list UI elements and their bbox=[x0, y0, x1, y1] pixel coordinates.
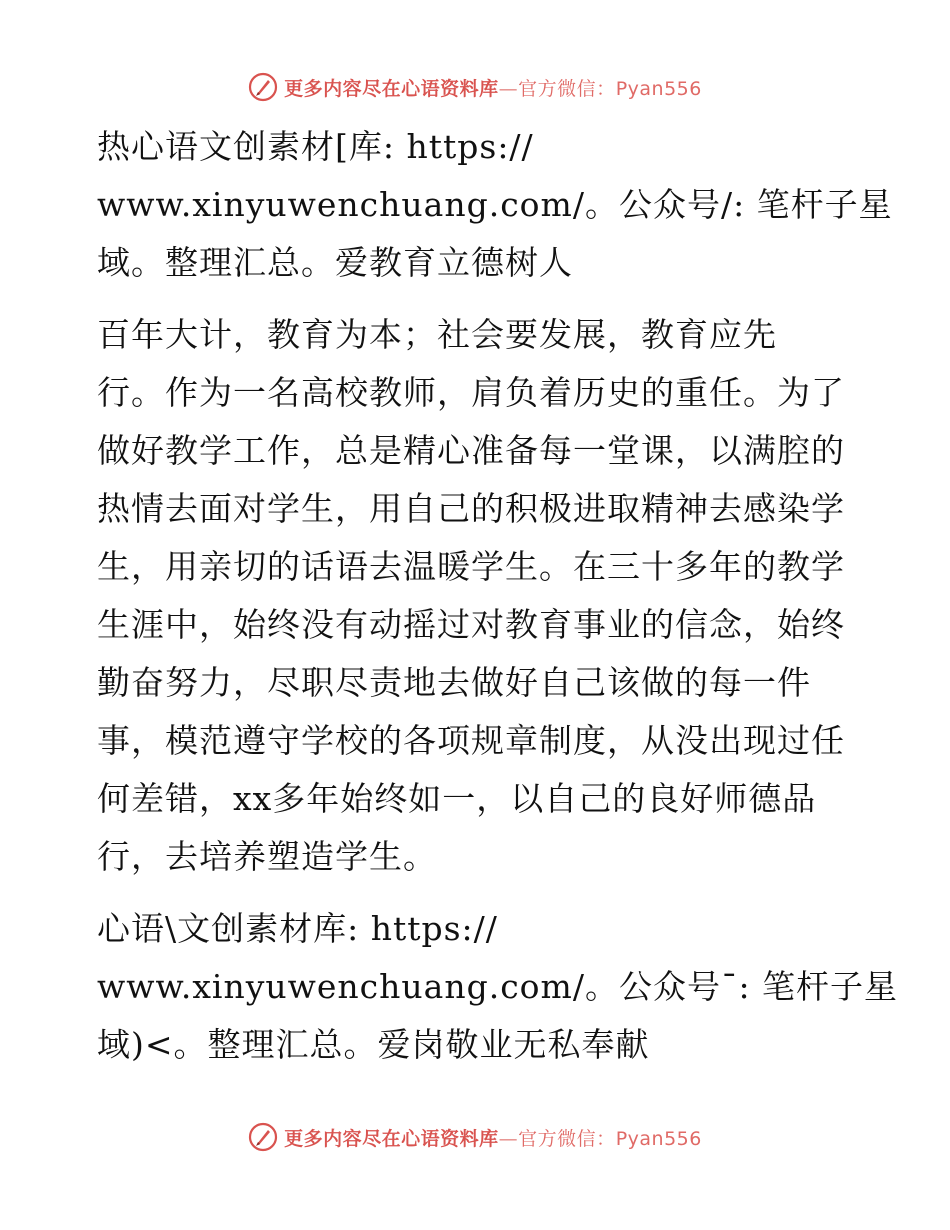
feather-pen-icon bbox=[248, 1122, 278, 1152]
text-line: 生，用亲切的话语去温暖学生。在三十多年的教学 bbox=[97, 547, 845, 586]
text-line: 事，模范遵守学校的各项规章制度，从没出现过任 bbox=[97, 721, 845, 760]
text-line: 勤奋努力，尽职尽责地去做好自己该做的每一件 bbox=[97, 663, 811, 702]
text-line: 行，去培养塑造学生。 bbox=[97, 837, 437, 876]
banner-text bbox=[284, 74, 702, 101]
text-line: 域)<。整理汇总。爱岗敬业无私奉献 bbox=[97, 1025, 650, 1064]
paragraph-3 bbox=[97, 900, 899, 1074]
banner-wechat-label: 官方微信： bbox=[518, 77, 616, 100]
paragraph-spacer bbox=[97, 886, 857, 900]
paragraph-2 bbox=[97, 306, 857, 886]
text-line: 心语\文创素材库: https:// bbox=[97, 909, 498, 948]
banner-separator: — bbox=[498, 77, 519, 100]
paragraph-1 bbox=[97, 118, 893, 292]
banner-main-text: 更多内容尽在心语资料库 bbox=[284, 1127, 499, 1150]
text-line: 行。作为一名高校教师，肩负着历史的重任。为了 bbox=[97, 373, 845, 412]
text-line: 何差错，xx多年始终如一，以自己的良好师德品 bbox=[97, 779, 817, 818]
feather-pen-icon bbox=[248, 72, 278, 102]
header-banner bbox=[0, 72, 950, 102]
document-body bbox=[97, 118, 899, 1074]
banner-wechat-id: Pyan556 bbox=[615, 77, 702, 100]
footer-banner bbox=[0, 1122, 950, 1152]
text-line: 做好教学工作，总是精心准备每一堂课，以满腔的 bbox=[97, 431, 845, 470]
text-line: 域。整理汇总。爱教育立德树人 bbox=[97, 243, 573, 282]
banner-main-text: 更多内容尽在心语资料库 bbox=[284, 77, 499, 100]
banner-wechat-id: Pyan556 bbox=[615, 1127, 702, 1150]
text-line: 百年大计，教育为本；社会要发展，教育应先 bbox=[97, 315, 777, 354]
banner-wechat-label: 官方微信： bbox=[518, 1127, 616, 1150]
text-line: www.xinyuwenchuang.com/。公众号/: 笔杆子星 bbox=[97, 185, 893, 224]
text-line: www.xinyuwenchuang.com/。公众号¯: 笔杆子星 bbox=[97, 967, 899, 1006]
paragraph-spacer bbox=[97, 292, 857, 306]
text-line: 热情去面对学生，用自己的积极进取精神去感染学 bbox=[97, 489, 845, 528]
banner-text bbox=[284, 1124, 702, 1151]
text-line: 生涯中，始终没有动摇过对教育事业的信念，始终 bbox=[97, 605, 845, 644]
banner-separator: — bbox=[498, 1127, 519, 1150]
text-line: 热心语文创素材[库: https:// bbox=[97, 127, 534, 166]
